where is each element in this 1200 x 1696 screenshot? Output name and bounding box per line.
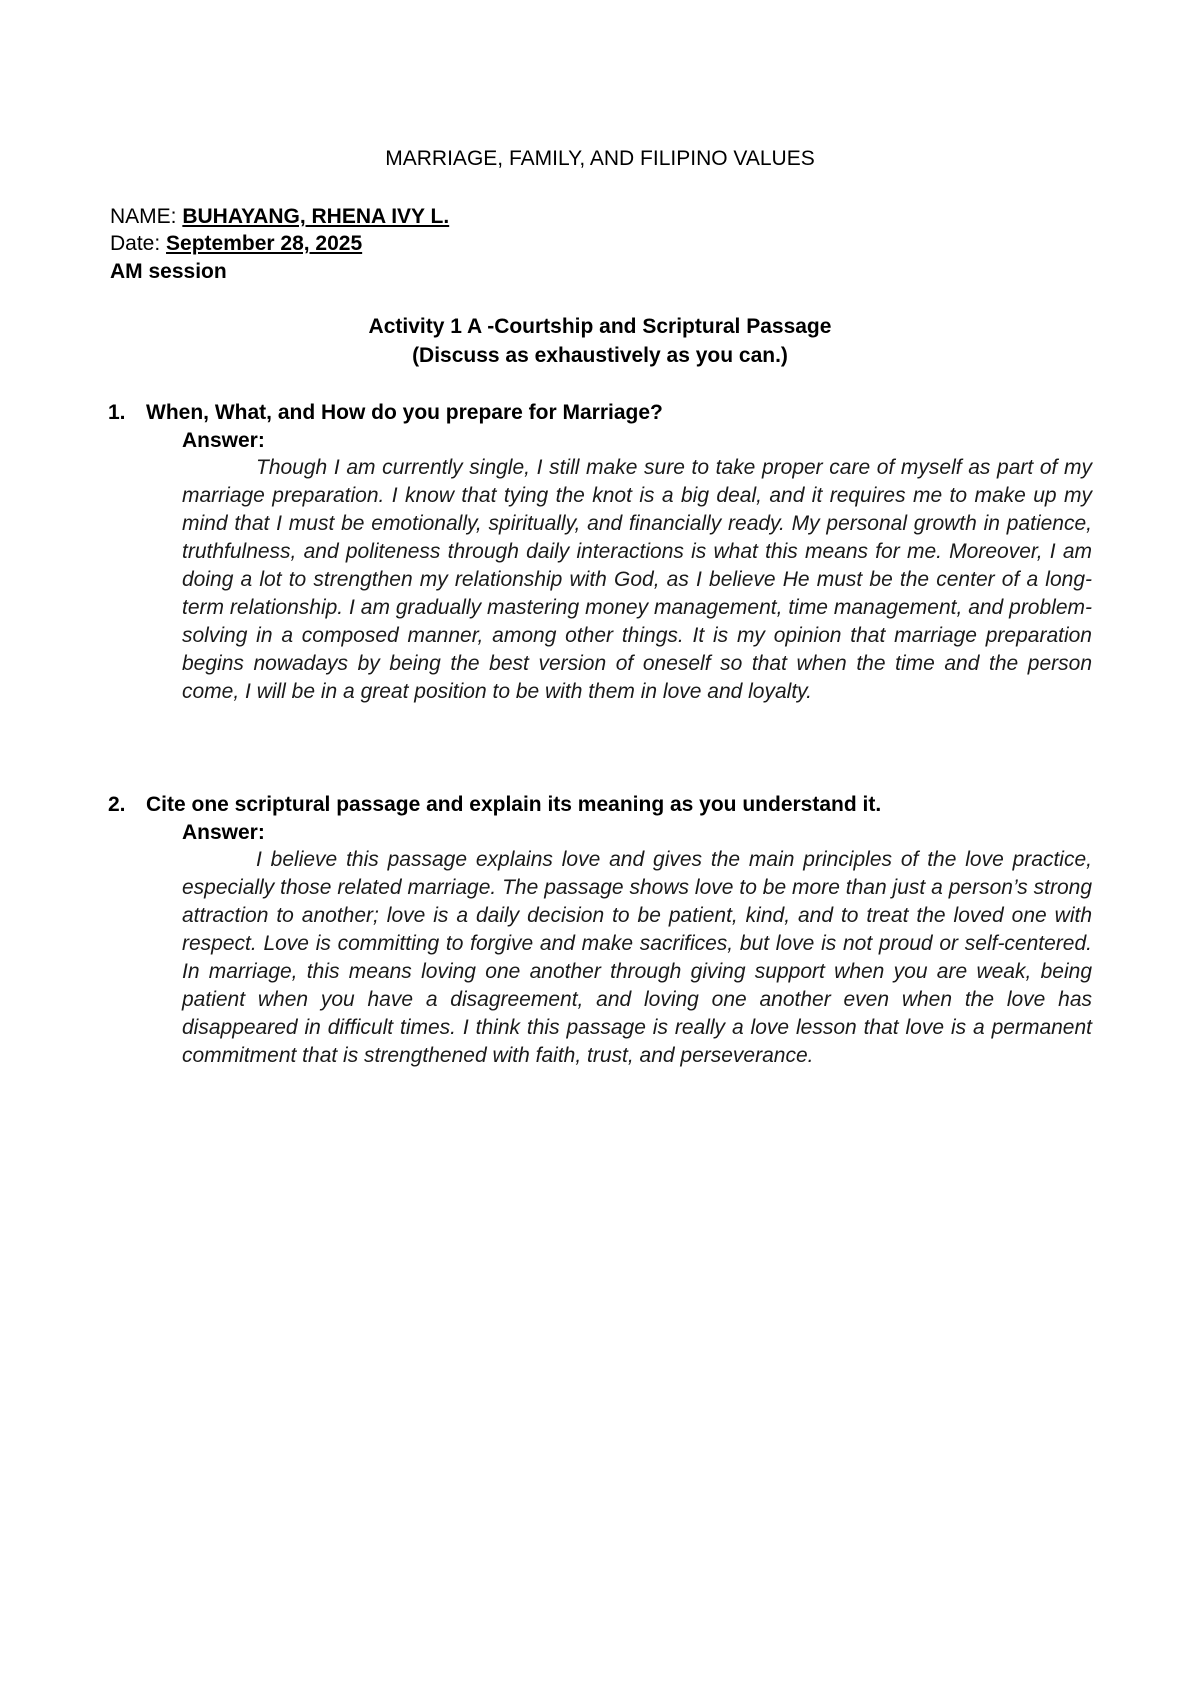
question-1-number: 1. [108,401,126,424]
date-line [110,231,362,257]
document-title: MARRIAGE, FAMILY, AND FILIPINO VALUES [385,147,815,170]
activity-instruction: (Discuss as exhaustively as you can.) [412,344,788,367]
question-2-answer-text: I believe this passage explains love and gives the main principles of the love practice, especially those related marriage. The passage shows love to be more than just a person’s strong attraction to another; love is a daily decision to be patient, kind, and to treat the loved one with respect. Love is committing to forgive and make sacrifices, but love is not proud or self-centered. In marriage, this means loving one another through giving support when you are weak, being patient when you have a disagreement, and loving one another even when the love has disappeared in difficult times. I think this passage is really a love lesson that love is a permanent commitment that is strengthened with faith, trust, and perseverance. [182,848,1092,1067]
date-label: Date: [110,232,167,255]
question-2-answer-label: Answer: [182,821,265,844]
name-value: BUHAYANG, RHENA IVY L. [182,205,450,228]
question-1 [108,400,663,426]
name-line [110,204,449,230]
question-1-answer-text: Though I am currently single, I still make sure to take proper care of myself as part of my marriage preparation. I know that tying the knot is a big deal, and it requires me to make up my mind that I must be emotionally, spiritually, and financially ready. My personal growth in patience, truthfulness, and politeness through daily interactions is what this means for me. Moreover, I am doing a lot to strengthen my relationship with God, as I believe He must be the center of a long-term relationship. I am gradually mastering money management, time management, and problem-solving in a composed manner, among other things. It is my opinion that marriage preparation begins nowadays by being the best version of oneself so that when the time and the person come, I will be in a great position to be with them in love and loyalty. [182,456,1092,703]
date-value: September 28, 2025 [166,232,363,255]
question-2-number: 2. [108,793,126,816]
name-label: NAME: [110,205,183,228]
question-2-text: Cite one scriptural passage and explain its meaning as you understand it. [146,793,882,816]
session-line: AM session [110,260,227,283]
activity-title: Activity 1 A -Courtship and Scriptural Passage [368,315,832,338]
question-1-answer-label: Answer: [182,429,265,452]
question-2 [108,792,882,818]
question-1-text: When, What, and How do you prepare for Marriage? [146,401,663,424]
